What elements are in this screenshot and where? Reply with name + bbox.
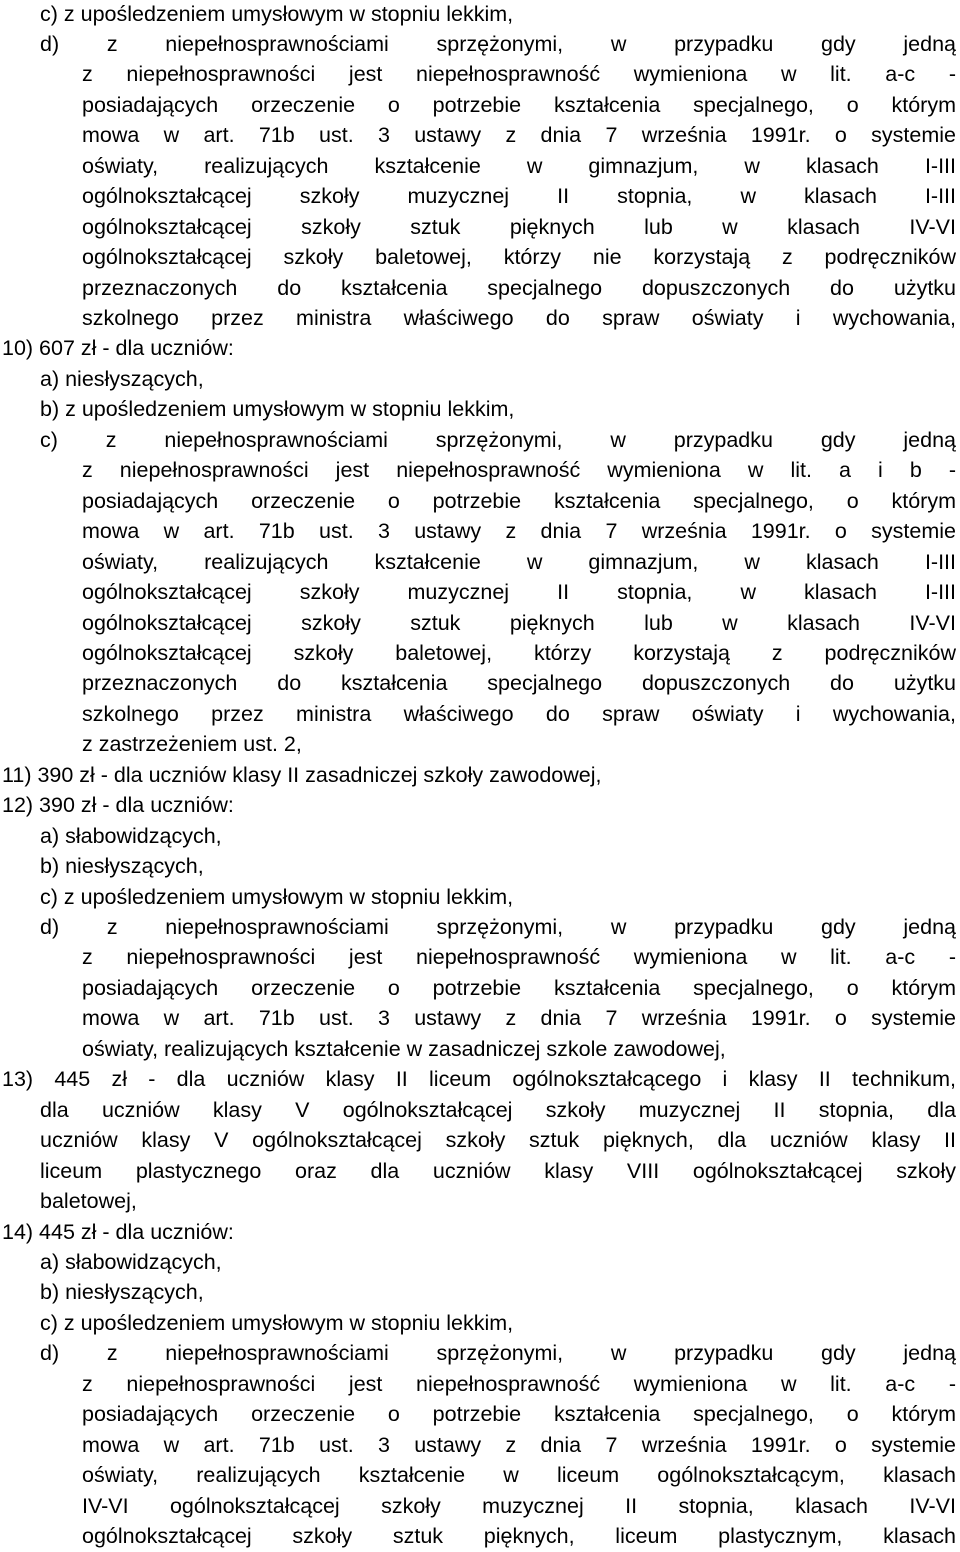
text-line: c) z upośledzeniem umysłowym w stopniu lekkim, [40,1310,514,1335]
text-line: c) z upośledzeniem umysłowym w stopniu lekkim, [40,884,514,909]
text-line: b) niesłyszących, [40,854,204,879]
text-line: z niepełnosprawności jest niepełnosprawność wymieniona w lit. a-c - [82,945,956,970]
text-line: 10) 607 zł - dla uczniów: [2,336,234,361]
text-line: ogólnokształcącej szkoły muzycznej II stopnia, w klasach I-III [82,184,956,209]
text-line: a) słabowidzących, [40,823,222,848]
text-line: posiadających orzeczenie o potrzebie kształcenia specjalnego, o którym [82,975,956,1000]
text-line: z niepełnosprawności jest niepełnosprawność wymieniona w lit. a-c - [82,62,956,87]
text-line: oświaty, realizujących kształcenie w zasadniczej szkole zawodowej, [82,1036,726,1061]
text-line: b) z upośledzeniem umysłowym w stopniu lekkim, [40,397,515,422]
text-line: 13) 445 zł - dla uczniów klasy II liceum ogólnokształcącego i klasy II technikum, [2,1067,956,1092]
text-line: oświaty, realizujących kształcenie w gimnazjum, w klasach I-III [82,153,956,178]
text-line: posiadających orzeczenie o potrzebie kształcenia specjalnego, o którym [82,92,956,117]
text-line: 11) 390 zł - dla uczniów klasy II zasadniczej szkoły zawodowej, [2,762,602,787]
text-line: mowa w art. 71b ust. 3 ustawy z dnia 7 września 1991r. o systemie [82,123,956,148]
text-line: 14) 445 zł - dla uczniów: [2,1219,234,1244]
text-line: d) z niepełnosprawnościami sprzężonymi, w przypadku gdy jedną [40,1341,956,1366]
text-line: posiadających orzeczenie o potrzebie kształcenia specjalnego, o którym [82,488,956,513]
text-line: ogólnokształcącej szkoły baletowej, którzy korzystają z podręczników [82,640,956,665]
text-line: posiadających orzeczenie o potrzebie kształcenia specjalnego, o którym [82,1402,956,1427]
text-line: uczniów klasy V ogólnokształcącej szkoły sztuk pięknych, dla uczniów klasy II [40,1128,956,1153]
text-line: c) z niepełnosprawnościami sprzężonymi, w przypadku gdy jedną [40,427,956,452]
text-line: a) niesłyszących, [40,366,204,391]
text-line: 12) 390 zł - dla uczniów: [2,793,234,818]
text-line: mowa w art. 71b ust. 3 ustawy z dnia 7 września 1991r. o systemie [82,519,956,544]
text-line: baletowej, [40,1189,137,1214]
text-line: oświaty, realizujących kształcenie w gimnazjum, w klasach I-III [82,549,956,574]
text-line: liceum plastycznego oraz dla uczniów klasy VIII ogólnokształcącej szkoły [40,1158,956,1183]
text-line: mowa w art. 71b ust. 3 ustawy z dnia 7 września 1991r. o systemie [82,1006,956,1031]
text-line: a) słabowidzących, [40,1249,222,1274]
text-line: c) z upośledzeniem umysłowym w stopniu lekkim, [40,1,514,26]
text-line: z niepełnosprawności jest niepełnosprawność wymieniona w lit. a-c - [82,1371,956,1396]
text-line: szkolnego przez ministra właściwego do spraw oświaty i wychowania, [82,701,956,726]
text-line: ogólnokształcącej szkoły sztuk pięknych, liceum plastycznym, klasach [82,1524,956,1548]
text-line: z zastrzeżeniem ust. 2, [82,732,302,757]
text-line: IV-VI ogólnokształcącej szkoły muzycznej II stopnia, klasach IV-VI [82,1493,956,1518]
text-line: mowa w art. 71b ust. 3 ustawy z dnia 7 września 1991r. o systemie [82,1432,956,1457]
text-line: b) niesłyszących, [40,1280,204,1305]
text-line: oświaty, realizujących kształcenie w liceum ogólnokształcącym, klasach [82,1463,956,1488]
text-line: ogólnokształcącej szkoły sztuk pięknych lub w klasach IV-VI [82,214,956,239]
text-line: ogólnokształcącej szkoły sztuk pięknych lub w klasach IV-VI [82,610,956,635]
text-line: szkolnego przez ministra właściwego do spraw oświaty i wychowania, [82,306,956,330]
text-line: przeznaczonych do kształcenia specjalnego dopuszczonych do użytku [82,671,956,696]
text-line: dla uczniów klasy V ogólnokształcącej szkoły muzycznej II stopnia, dla [40,1097,956,1122]
text-line: ogólnokształcącej szkoły muzycznej II stopnia, w klasach I-III [82,580,956,605]
text-line: d) z niepełnosprawnościami sprzężonymi, w przypadku gdy jedną [40,915,956,939]
text-line: przeznaczonych do kształcenia specjalnego dopuszczonych do użytku [82,275,956,300]
text-line: d) z niepełnosprawnościami sprzężonymi, w przypadku gdy jedną [40,31,956,56]
text-line: z niepełnosprawności jest niepełnosprawność wymieniona w lit. a i b - [82,458,956,483]
text-line: ogólnokształcącej szkoły baletowej, którzy nie korzystają z podręczników [82,245,956,270]
